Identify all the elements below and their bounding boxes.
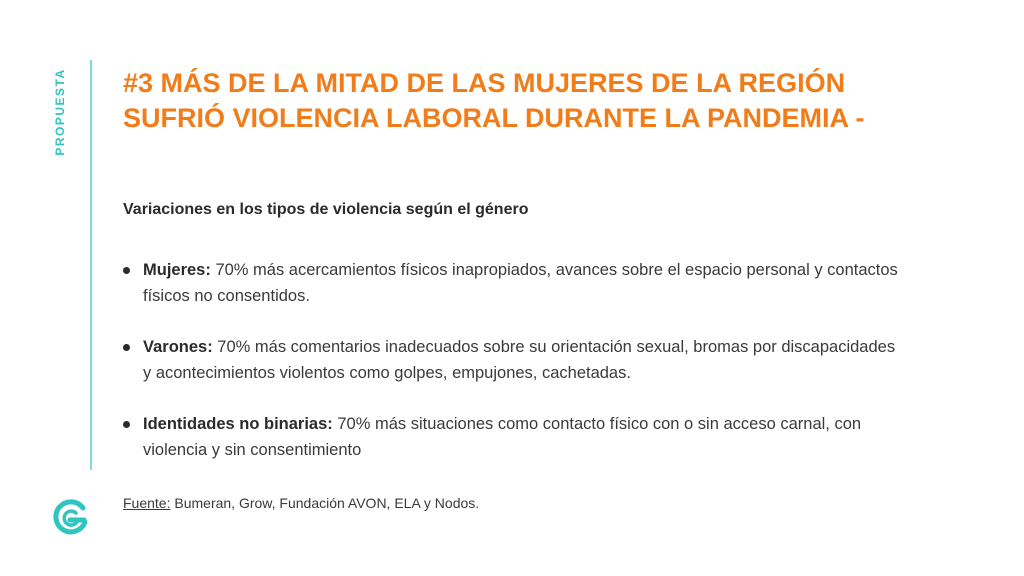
bullet-text: 70% más acercamientos físicos inapropiados, avances sobre el espacio personal y contactos físicos no consentidos. bbox=[143, 261, 898, 305]
bullet-item-varones bbox=[123, 334, 903, 386]
bullet-item-no-binarias bbox=[123, 411, 903, 463]
slide-title: #3 MÁS DE LA MITAD DE LAS MUJERES DE LA REGIÓN SUFRIÓ VIOLENCIA LABORAL DURANTE LA PANDEMIA - bbox=[123, 68, 865, 133]
side-divider bbox=[90, 60, 92, 470]
bullet-item-mujeres bbox=[123, 257, 903, 309]
bullet-dot-icon bbox=[123, 421, 130, 428]
bullet-lead: Mujeres: bbox=[143, 261, 211, 279]
source-note bbox=[123, 495, 479, 511]
grow-logo-icon bbox=[50, 498, 90, 538]
bullet-lead: Varones: bbox=[143, 338, 213, 356]
source-label: Fuente: bbox=[123, 495, 171, 511]
bullet-text: 70% más situaciones como contacto físico con o sin acceso carnal, con violencia y sin consentimiento bbox=[143, 415, 862, 459]
bullet-dot-icon bbox=[123, 267, 130, 274]
side-label: PROPUESTA bbox=[53, 68, 67, 156]
slide-subtitle: Variaciones en los tipos de violencia según el género bbox=[123, 201, 529, 218]
bullet-list bbox=[123, 257, 903, 488]
source-text: Bumeran, Grow, Fundación AVON, ELA y Nodos. bbox=[170, 495, 480, 511]
bullet-dot-icon bbox=[123, 344, 130, 351]
bullet-lead: Identidades no binarias: bbox=[143, 415, 333, 433]
bullet-text: 70% más comentarios inadecuados sobre su orientación sexual, bromas por discapacidades y acontecimientos violentos como golpes, empujones, cachetadas. bbox=[143, 338, 896, 382]
